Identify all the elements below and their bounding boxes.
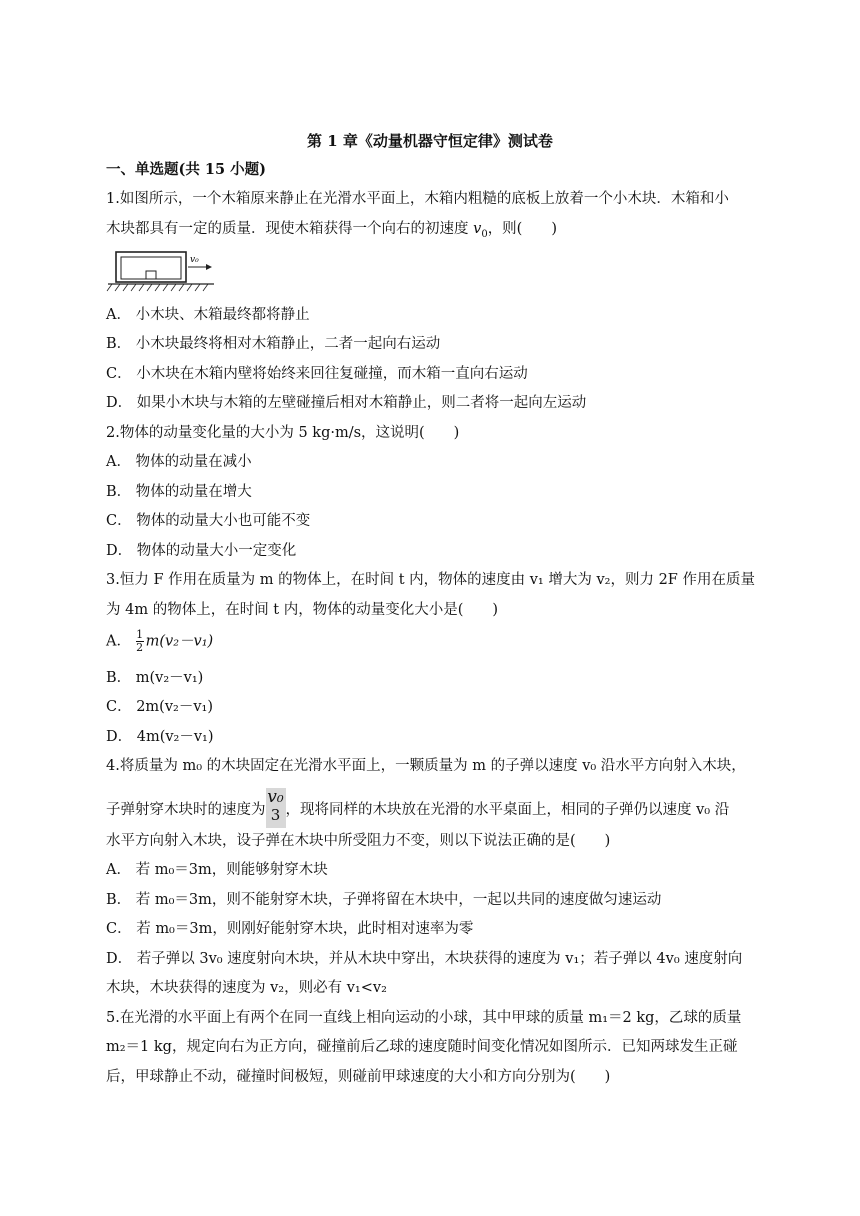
q2-stem: 2.物体的动量变化量的大小为 5 kg·m/s，这说明( )	[106, 425, 460, 441]
fraction-denominator: 2	[136, 641, 144, 654]
q3-stem-line1: 3.恒力 F 作用在质量为 m 的物体上，在时间 t 内，物体的速度由 v₁ 增大为 v₂，则力 2F 作用在质量	[106, 572, 755, 588]
inner-box	[121, 257, 181, 279]
q4-option-d-line2: 木块，木块获得的速度为 v₂，则必有 v₁<v₂	[106, 980, 387, 996]
q1-stem-line2	[106, 219, 557, 245]
q3-option-a-text: m(v₂－v₁)	[145, 633, 214, 650]
q2-option-c: C． 物体的动量大小也可能不变	[106, 513, 311, 529]
q2-option-d: D． 物体的动量大小一定变化	[106, 543, 297, 559]
q4-stem-line3: 水平方向射入木块，设子弹在木块中所受阻力不变，则以下说法正确的是( )	[106, 833, 611, 849]
q5-stem-line3: 后，甲球静止不动，碰撞时间极短，则碰前甲球速度的大小和方向分别为( )	[106, 1069, 611, 1085]
q4-stem-line2	[106, 787, 730, 830]
q1-option-a: A． 小木块、木箱最终都将静止	[106, 307, 310, 323]
q3-option-b: B． m(v₂－v₁)	[106, 670, 204, 686]
q4-stem-text: 子弹射穿木块时的速度为	[106, 802, 266, 818]
q1-var-v: v	[473, 221, 482, 237]
q4-option-b: B． 若 m₀＝3m，则不能射穿木块，子弹将留在木块中，一起以共同的速度做匀速运动	[106, 892, 662, 908]
velocity-arrowhead	[206, 264, 212, 270]
velocity-label: v₀	[190, 255, 199, 265]
q4-option-d-line1: D． 若子弹以 3v₀ 速度射向木块，并从木块中穿出，木块获得的速度为 v₁；若子弹以 4v₀ 速度射向	[106, 951, 743, 967]
q3-stem-line2: 为 4m 的物体上，在时间 t 内，物体的动量变化大小是( )	[106, 602, 499, 618]
q1-stem-text: 木块都具有一定的质量．现使木箱获得一个向右的初速度	[106, 221, 474, 237]
q5-stem-line1: 5.在光滑的水平面上有两个在同一直线上相向运动的小球，其中甲球的质量 m₁＝2 kg，乙球的质量	[106, 1010, 742, 1026]
section-heading: 一、单选题(共 15 小题)	[106, 161, 266, 178]
q4-stem-text-cont: ，现将同样的木块放在光滑的水平桌面上，相同的子弹仍以速度 v₀ 沿	[285, 802, 730, 818]
q4-option-a: A． 若 m₀＝3m，则能够射穿木块	[106, 862, 328, 878]
q4-stem-line1: 4.将质量为 m₀ 的木块固定在光滑水平面上，一颗质量为 m 的子弹以速度 v₀ 沿水平方向射入木块，	[106, 758, 746, 774]
q2-option-b: B． 物体的动量在增大	[106, 484, 252, 500]
ground-hatch	[107, 284, 208, 291]
q1-var-sub: 0	[481, 228, 488, 240]
q1-option-c: C． 小木块在木箱内壁将始终来回往复碰撞，而木箱一直向右运动	[106, 366, 528, 382]
q3-fraction	[136, 630, 144, 653]
q2-option-a: A． 物体的动量在减小	[106, 454, 252, 470]
q3-option-c: C． 2m(v₂－v₁)	[106, 699, 214, 715]
q3-option-a	[106, 630, 213, 653]
q1-option-d: D． 如果小木块与木箱的左壁碰撞后相对木箱静止，则二者将一起向左运动	[106, 395, 587, 411]
fraction-numerator: 1	[136, 628, 144, 641]
q5-stem-line2: m₂＝1 kg，规定向右为正方向，碰撞前后乙球的速度随时间变化情况如图所示．已知两球发生正碰	[106, 1039, 738, 1055]
q3-option-a-label: A．	[106, 633, 131, 650]
fraction-denominator: 3	[270, 806, 281, 824]
q1-stem-blank: ，则( )	[487, 221, 558, 237]
page-title: 第 1 章《动量机器守恒定律》测试卷	[307, 132, 553, 150]
q1-option-b: B． 小木块最终将相对木箱静止，二者一起向右运动	[106, 336, 441, 352]
small-block	[146, 271, 156, 279]
q4-fraction	[266, 788, 286, 828]
q1-box-diagram	[106, 250, 216, 296]
q1-stem-line1: 1.如图所示，一个木箱原来静止在光滑水平面上，木箱内粗糙的底板上放着一个小木块．木箱和小	[106, 191, 729, 207]
fraction-numerator: v₀	[267, 787, 284, 807]
q3-option-d: D． 4m(v₂－v₁)	[106, 729, 214, 745]
q4-option-c: C． 若 m₀＝3m，则刚好能射穿木块，此时相对速率为零	[106, 921, 474, 937]
